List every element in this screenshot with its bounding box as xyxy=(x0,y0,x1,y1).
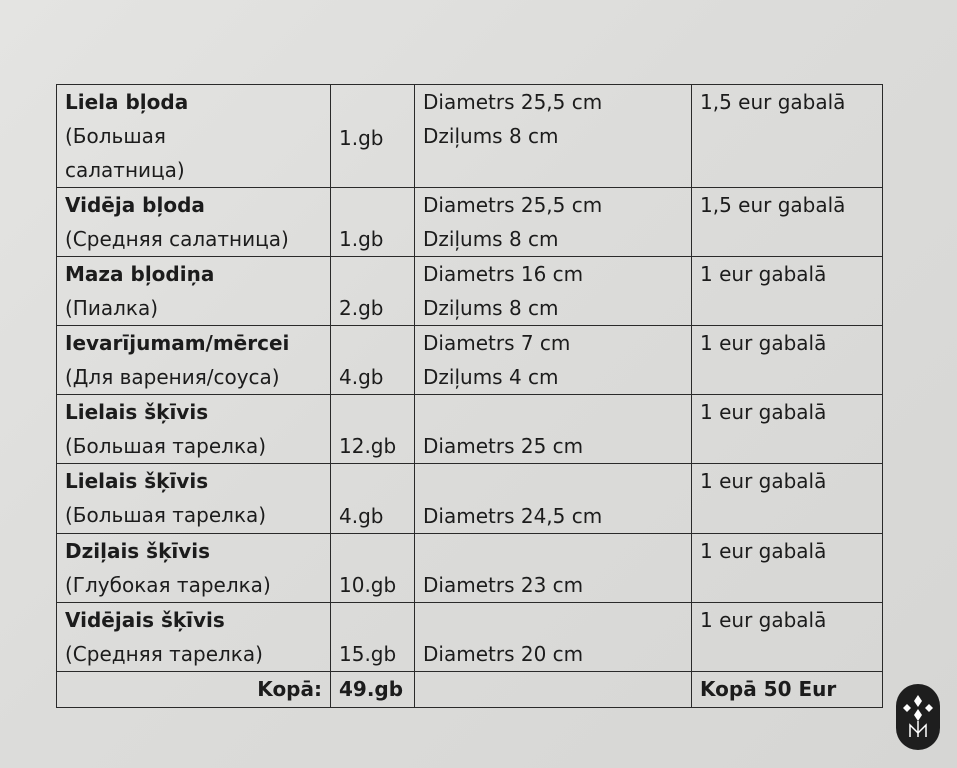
dimension-depth: Dziļums 4 cm xyxy=(423,365,559,389)
price-value: 1 eur gabalā xyxy=(700,331,827,355)
item-name-cell xyxy=(57,85,331,188)
total-label: Kopā: xyxy=(257,677,322,701)
quantity-value: 4.gb xyxy=(339,504,384,528)
quantity-value: 15.gb xyxy=(339,642,397,666)
dimension-diameter: Diametrs 23 cm xyxy=(423,573,584,597)
table-row xyxy=(57,603,883,672)
dimension-depth: Dziļums 8 cm xyxy=(423,296,559,320)
item-name-lv: Dziļais šķīvis xyxy=(65,539,211,563)
quantity-value: 1.gb xyxy=(339,126,384,150)
item-name-cell xyxy=(57,464,331,534)
item-name-ru: (Большая xyxy=(65,124,166,148)
total-price: Kopā 50 Eur xyxy=(700,677,837,701)
quantity-value: 2.gb xyxy=(339,296,384,320)
total-label-cell xyxy=(57,672,331,708)
table-row xyxy=(57,257,883,326)
quantity-cell xyxy=(331,603,415,672)
price-cell xyxy=(692,257,883,326)
price-value: 1,5 eur gabalā xyxy=(700,90,846,114)
total-price-cell xyxy=(692,672,883,708)
item-name-lv: Ievarījumam/mērcei xyxy=(65,331,290,355)
quantity-value: 4.gb xyxy=(339,365,384,389)
dimension-diameter: Diametrs 25,5 cm xyxy=(423,193,603,217)
price-sheet xyxy=(56,84,882,708)
price-cell xyxy=(692,464,883,534)
dimensions-cell xyxy=(415,85,692,188)
item-name-lv: Lielais šķīvis xyxy=(65,469,209,493)
quantity-cell xyxy=(331,188,415,257)
price-table xyxy=(56,84,883,708)
item-name-ru: (Большая тарелка) xyxy=(65,503,267,527)
dimension-diameter: Diametrs 25,5 cm xyxy=(423,90,603,114)
quantity-value: 12.gb xyxy=(339,434,397,458)
quantity-value: 1.gb xyxy=(339,227,384,251)
total-quantity-cell xyxy=(331,672,415,708)
diamond-emblem-icon xyxy=(903,693,933,741)
item-name-ru: (Большая тарелка) xyxy=(65,434,267,458)
price-value: 1,5 eur gabalā xyxy=(700,193,846,217)
price-cell xyxy=(692,395,883,464)
price-value: 1 eur gabalā xyxy=(700,469,827,493)
quantity-cell xyxy=(331,257,415,326)
table-row xyxy=(57,395,883,464)
quantity-cell xyxy=(331,326,415,395)
item-name-lv: Vidēja bļoda xyxy=(65,193,205,217)
item-name-cell xyxy=(57,603,331,672)
item-name-ru: салатница) xyxy=(65,158,185,182)
dimensions-cell xyxy=(415,534,692,603)
dimension-diameter: Diametrs 16 cm xyxy=(423,262,584,286)
quantity-cell xyxy=(331,464,415,534)
table-row xyxy=(57,534,883,603)
table-row xyxy=(57,464,883,534)
item-name-ru: (Для варения/соуса) xyxy=(65,365,280,389)
price-cell xyxy=(692,188,883,257)
dimensions-cell xyxy=(415,257,692,326)
dimension-diameter: Diametrs 24,5 cm xyxy=(423,504,603,528)
dimensions-cell xyxy=(415,188,692,257)
price-value: 1 eur gabalā xyxy=(700,608,827,632)
item-name-cell xyxy=(57,326,331,395)
quantity-cell xyxy=(331,534,415,603)
total-row xyxy=(57,672,883,708)
quantity-value: 10.gb xyxy=(339,573,397,597)
dimension-depth: Dziļums 8 cm xyxy=(423,227,559,251)
item-name-lv: Vidējais šķīvis xyxy=(65,608,225,632)
item-name-lv: Liela bļoda xyxy=(65,90,189,114)
dimension-depth: Dziļums 8 cm xyxy=(423,124,559,148)
price-cell xyxy=(692,603,883,672)
table-row xyxy=(57,326,883,395)
item-name-cell xyxy=(57,188,331,257)
logo-badge xyxy=(896,684,940,750)
item-name-ru: (Средняя салатница) xyxy=(65,227,289,251)
dimensions-cell xyxy=(415,464,692,534)
item-name-ru: (Глубокая тарелка) xyxy=(65,573,271,597)
item-name-cell xyxy=(57,534,331,603)
dimensions-cell xyxy=(415,603,692,672)
dimension-diameter: Diametrs 7 cm xyxy=(423,331,571,355)
quantity-cell xyxy=(331,395,415,464)
item-name-ru: (Пиалка) xyxy=(65,296,159,320)
item-name-lv: Maza bļodiņa xyxy=(65,262,215,286)
price-value: 1 eur gabalā xyxy=(700,400,827,424)
table-row xyxy=(57,188,883,257)
price-value: 1 eur gabalā xyxy=(700,539,827,563)
price-value: 1 eur gabalā xyxy=(700,262,827,286)
table-row xyxy=(57,85,883,188)
item-name-lv: Lielais šķīvis xyxy=(65,400,209,424)
item-name-cell xyxy=(57,395,331,464)
empty-cell xyxy=(415,672,692,708)
dimension-diameter: Diametrs 25 cm xyxy=(423,434,584,458)
dimension-diameter: Diametrs 20 cm xyxy=(423,642,584,666)
total-quantity: 49.gb xyxy=(339,677,404,701)
quantity-cell xyxy=(331,85,415,188)
price-cell xyxy=(692,326,883,395)
item-name-ru: (Средняя тарелка) xyxy=(65,642,263,666)
item-name-cell xyxy=(57,257,331,326)
price-cell xyxy=(692,534,883,603)
dimensions-cell xyxy=(415,326,692,395)
price-cell xyxy=(692,85,883,188)
dimensions-cell xyxy=(415,395,692,464)
